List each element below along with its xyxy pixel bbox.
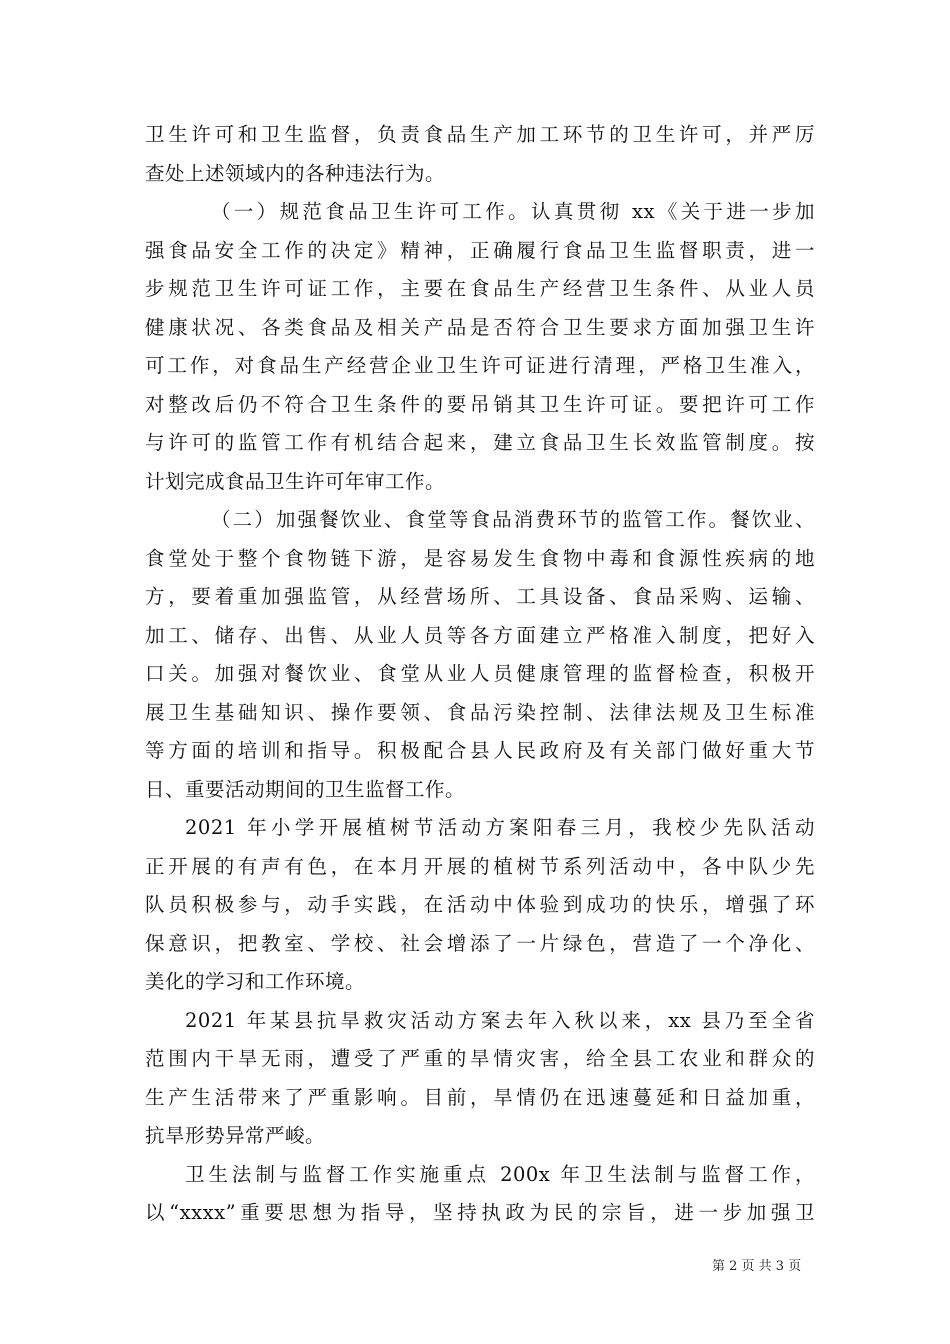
text-line: 口关。加强对餐饮业、食堂从业人员健康管理的监督检查，积极开 (145, 662, 815, 685)
text-line: 保意识，把教室、学校、社会增添了一片绿色，营造了一个净化、 (145, 931, 815, 955)
text-line: 等方面的培训和指导。积极配合县人民政府及有关部门做好重大节 (145, 739, 815, 762)
text-line: 以“xxxx”重要思想为指导，坚持执政为民的宗旨，进一步加强卫 (145, 1201, 815, 1224)
text-line: 可工作，对食品生产经营企业卫生许可证进行清理，严格卫生准入， (145, 354, 815, 377)
text-line: 展卫生基础知识、操作要领、食品污染控制、法律法规及卫生标准 (145, 700, 815, 724)
text-line: 日、重要活动期间的卫生监督工作。 (145, 777, 466, 801)
text-line: 步规范卫生许可证工作，主要在食品生产经营卫生条件、从业人员 (145, 277, 815, 300)
page-number: 第 2 页 共 3 页 (712, 1259, 802, 1274)
text-line: 美化的学习和工作环境。 (145, 970, 366, 993)
text-line: 2021 年小学开展植树节活动方案阳春三月，我校少先队活动 (185, 816, 815, 839)
text-line: 2021 年某县抗旱救灾活动方案去年入秋以来，xx 县乃至全省 (185, 1008, 815, 1032)
text-line: 生产生活带来了严重影响。目前，旱情仍在迅速蔓延和日益加重， (145, 1085, 815, 1109)
text-line: 卫生许可和卫生监督，负责食品生产加工环节的卫生许可，并严厉 (145, 123, 815, 146)
text-line: 健康状况、各类食品及相关产品是否符合卫生要求方面加强卫生许 (145, 315, 815, 339)
text-line: 正开展的有声有色，在本月开展的植树节系列活动中，各中队少先 (145, 854, 815, 878)
text-line: 查处上述领域内的各种违法行为。 (145, 161, 446, 185)
text-line: 队员积极参与，动手实践，在活动中体验到成功的快乐，增强了环 (145, 893, 815, 916)
text-line: 范围内干旱无雨，遭受了严重的旱情灾害，给全县工农业和群众的 (145, 1047, 815, 1070)
text-line: 与许可的监管工作有机结合起来，建立食品卫生长效监管制度。按 (145, 431, 815, 454)
text-line: 计划完成食品卫生许可年审工作。 (145, 469, 446, 493)
text-line: 抗旱形势异常严峻。 (145, 1124, 326, 1147)
text-line: 对整改后仍不符合卫生条件的要吊销其卫生许可证。要把许可工作 (145, 392, 815, 416)
text-line: 方，要着重加强监管，从经营场所、工具设备、食品采购、运输、 (145, 585, 815, 608)
text-line: （一）规范食品卫生许可工作。认真贯彻 xx《关于进一步加 (211, 200, 815, 223)
text-line: 食堂处于整个食物链下游，是容易发生食物中毒和食源性疾病的地 (145, 546, 815, 570)
text-line: 强食品安全工作的决定》精神，正确履行食品卫生监督职责，进一 (145, 238, 815, 262)
document-body (145, 116, 815, 1233)
text-line: 加工、储存、出售、从业人员等各方面建立严格准入制度，把好入 (145, 623, 815, 647)
text-line: （二）加强餐饮业、食堂等食品消费环节的监管工作。餐饮业、 (211, 508, 815, 531)
text-line: 卫生法制与监督工作实施重点 200x 年卫生法制与监督工作， (185, 1162, 815, 1186)
